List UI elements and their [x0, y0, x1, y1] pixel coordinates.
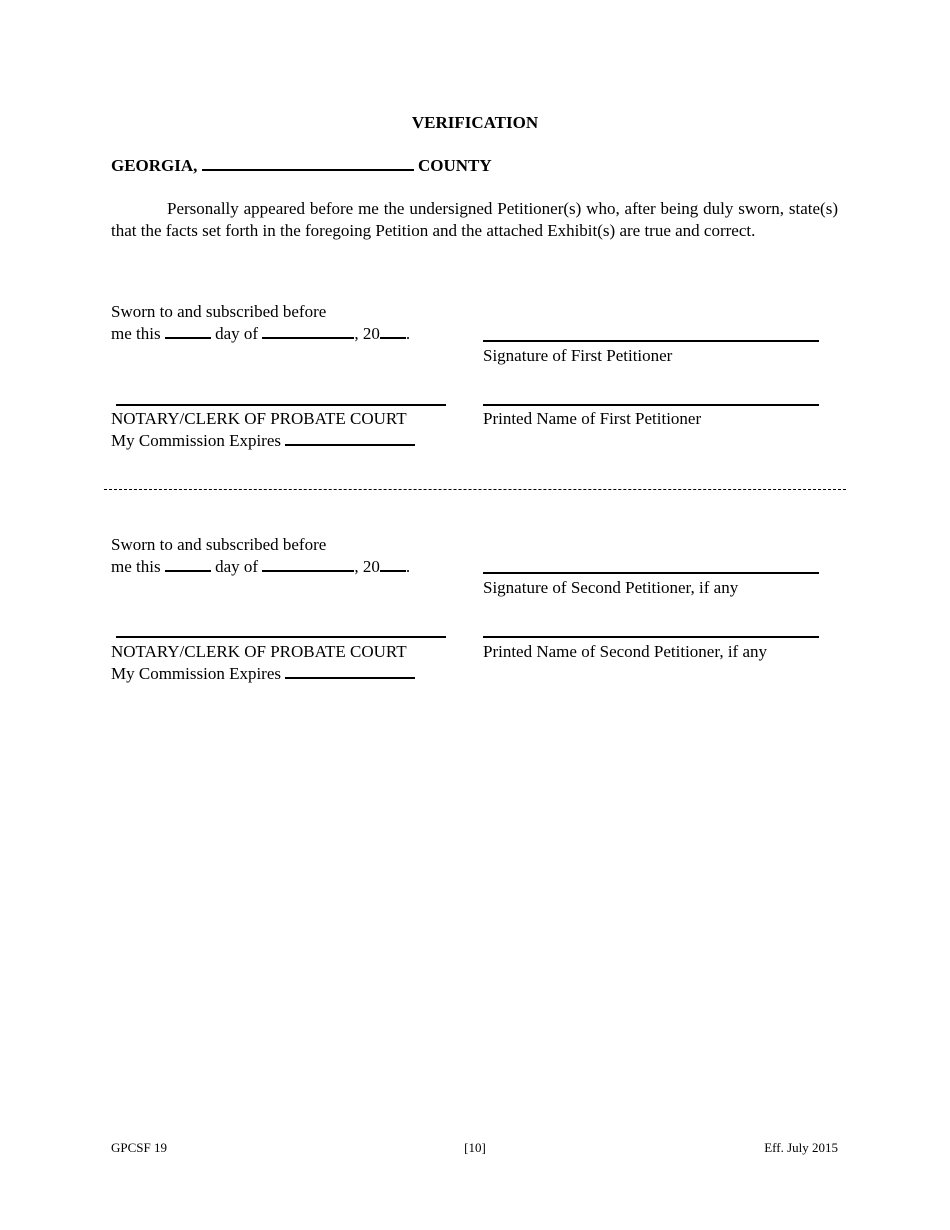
month-blank[interactable] — [262, 556, 354, 572]
commission-line-2 — [111, 663, 415, 685]
second-petitioner-signature-line[interactable] — [483, 572, 819, 574]
year-prefix-label: , 20 — [354, 557, 380, 576]
footer-page-number: [10] — [464, 1140, 486, 1155]
first-petitioner-printed-name-label: Printed Name of First Petitioner — [483, 409, 702, 428]
first-petitioner-printed-name-line[interactable] — [483, 404, 819, 406]
footer-form-id: GPCSF 19 — [111, 1140, 167, 1155]
first-petitioner-signature-line[interactable] — [483, 340, 819, 342]
year-prefix-label: , 20 — [354, 324, 380, 343]
commission-expires-blank[interactable] — [285, 663, 415, 679]
year-blank[interactable] — [380, 556, 406, 572]
me-this-label: me this — [111, 557, 161, 576]
county-label: COUNTY — [417, 156, 492, 175]
county-name-blank[interactable] — [202, 155, 414, 171]
me-this-label: me this — [111, 324, 161, 343]
day-blank[interactable] — [165, 556, 211, 572]
section-divider — [104, 489, 846, 490]
day-of-label: day of — [215, 557, 259, 576]
year-blank[interactable] — [380, 323, 406, 339]
commission-label: My Commission Expires — [111, 431, 282, 450]
verification-paragraph: Personally appeared before me the undersigned Petitioner(s) who, after being duly sworn, state(s) that the facts set forth in the foregoing Petition and the attached Exhibit(s) are true and correct. — [111, 199, 838, 240]
second-petitioner-printed-name-label: Printed Name of Second Petitioner, if any — [483, 642, 768, 661]
county-line — [111, 155, 492, 177]
first-petitioner-signature-label: Signature of First Petitioner — [483, 346, 673, 365]
notary-signature-line-1[interactable] — [116, 404, 446, 406]
notary-label-2: NOTARY/CLERK OF PROBATE COURT — [111, 642, 407, 661]
second-petitioner-printed-name-line[interactable] — [483, 636, 819, 638]
sworn-date-line-1 — [111, 323, 410, 345]
footer-effective-date: Eff. July 2015 — [764, 1140, 838, 1155]
commission-expires-blank[interactable] — [285, 430, 415, 446]
notary-signature-line-2[interactable] — [116, 636, 446, 638]
notary-label-1: NOTARY/CLERK OF PROBATE COURT — [111, 409, 407, 428]
day-of-label: day of — [215, 324, 259, 343]
commission-label: My Commission Expires — [111, 664, 282, 683]
day-blank[interactable] — [165, 323, 211, 339]
month-blank[interactable] — [262, 323, 354, 339]
commission-line-1 — [111, 430, 415, 452]
second-petitioner-signature-label: Signature of Second Petitioner, if any — [483, 578, 739, 597]
sworn-text-2: Sworn to and subscribed before — [111, 535, 327, 554]
sworn-date-line-2 — [111, 556, 410, 578]
period: . — [405, 557, 411, 576]
sworn-text-1: Sworn to and subscribed before — [111, 302, 327, 321]
state-label: GEORGIA, — [111, 156, 198, 175]
period: . — [405, 324, 411, 343]
page-title: VERIFICATION — [411, 113, 539, 132]
